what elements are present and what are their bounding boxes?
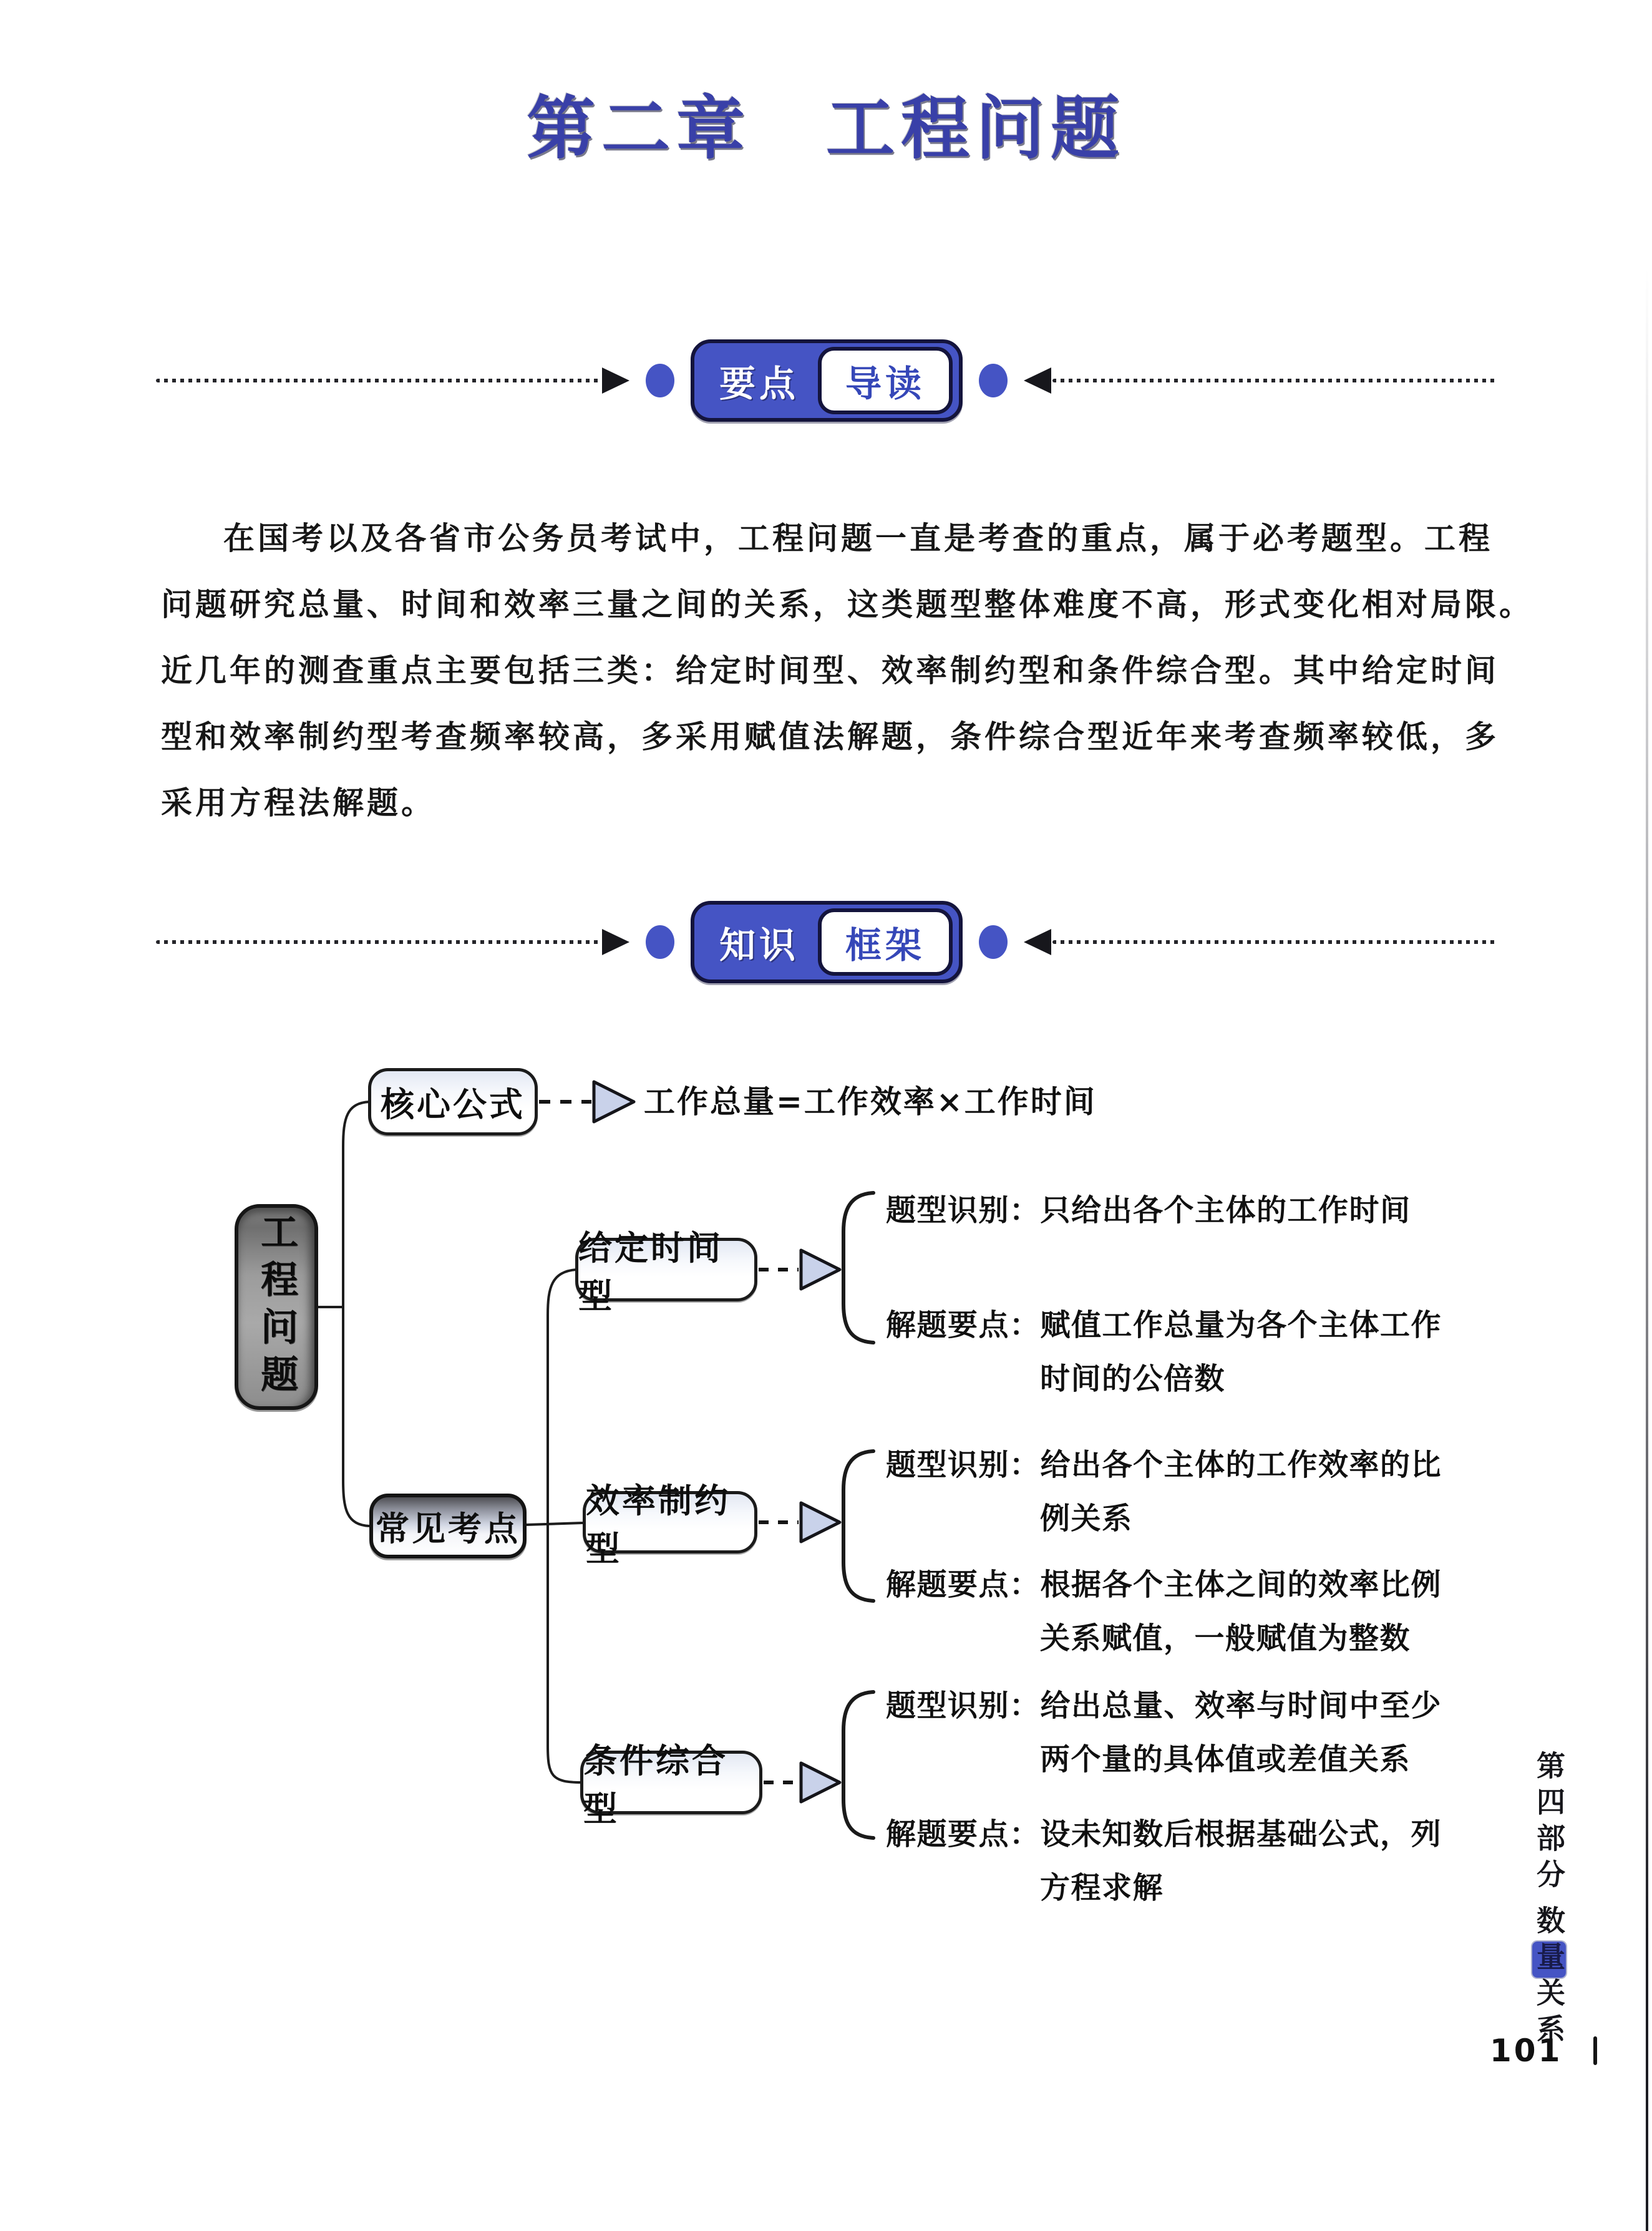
intro-line: 问题研究总量、时间和效率三量之间的关系，这类题型整体难度不高，形式变化相对局限。 (161, 586, 1533, 623)
page-edge-line (1646, 268, 1648, 2231)
branch-text-line: 解题要点：设未知数后根据基础公式，列 (886, 1817, 1442, 1852)
branch-text-line: 题型识别：给出各个主体的工作效率的比 (886, 1447, 1442, 1482)
node-core-formula (368, 1068, 538, 1135)
node-branch-given-time (575, 1228, 757, 1316)
dotted-line-left (156, 379, 601, 382)
node-label: 给定时间型 (578, 1228, 723, 1316)
badge-right-label: 框架 (818, 908, 953, 976)
blue-dot-icon (979, 364, 1008, 397)
node-branch-efficiency (583, 1480, 757, 1568)
margin-part-label: 第四部分 (1532, 1751, 1566, 1895)
badge-left-label: 知识 (719, 924, 799, 966)
node-label: 效率制约型 (586, 1480, 731, 1568)
branch-text-line: 方程求解 (1040, 1870, 1164, 1905)
margin-section-label (1528, 1905, 1570, 2050)
branch-text-line: 解题要点：赋值工作总量为各个主体工作 (886, 1308, 1442, 1343)
intro-paragraph (161, 505, 1533, 836)
arrow-left-icon (1024, 367, 1051, 394)
intro-line: 型和效率制约型考查频率较高，多采用赋值法解题，条件综合型近年来考查频率较低，多 (161, 718, 1499, 755)
blue-dot-icon (646, 925, 674, 959)
core-formula-text: 工作总量=工作效率×工作时间 (644, 1083, 1097, 1120)
branch2-recognition (886, 1438, 1442, 1545)
dotted-line-left (156, 940, 601, 944)
branch-text-line: 关系赋值，一般赋值为整数 (1040, 1621, 1411, 1656)
arrow-right-icon (602, 367, 629, 394)
branch3-keypoint (886, 1807, 1442, 1915)
branch-text-line: 解题要点：根据各个主体之间的效率比例 (886, 1567, 1442, 1602)
node-common-points (369, 1494, 527, 1558)
badge-left-label: 要点 (719, 362, 799, 405)
node-label: 常见考点 (376, 1508, 520, 1548)
section-char: 数 (1532, 1905, 1566, 1942)
page-number: 101 (1490, 2033, 1563, 2069)
branch3-recognition (886, 1679, 1442, 1786)
node-label: 条件综合型 (583, 1741, 728, 1829)
branch-text-line: 题型识别：只给出各个主体的工作时间 (886, 1193, 1411, 1228)
root-label: 工程问题 (255, 1212, 298, 1402)
arrow-left-icon (1024, 929, 1051, 955)
divider-framework (156, 898, 1497, 986)
section-char: 关系 (1532, 1978, 1566, 2050)
branch-text-line: 例关系 (1040, 1501, 1133, 1536)
divider-keypoints (156, 337, 1497, 424)
intro-line: 采用方程法解题。 (161, 784, 435, 821)
intro-line: 在国考以及各省市公务员考试中，工程问题一直是考查的重点，属于必考题型。工程 (223, 520, 1493, 557)
badge-keypoints (691, 339, 963, 422)
arrow-right-icon (602, 929, 629, 955)
branch2-keypoint (886, 1558, 1442, 1665)
branch-text-line: 两个量的具体值或差值关系 (1040, 1742, 1411, 1777)
page-number-divider (1593, 2036, 1597, 2065)
badge-right-label: 导读 (818, 347, 953, 414)
blue-dot-icon (646, 364, 674, 397)
branch-text-line: 题型识别：给出总量、效率与时间中至少 (886, 1688, 1442, 1723)
badge-framework (691, 901, 963, 983)
section-char-highlighted: 量 (1532, 1942, 1566, 1978)
intro-line: 近几年的测查重点主要包括三类：给定时间型、效率制约型和条件综合型。其中给定时间 (161, 652, 1499, 689)
dotted-line-right (1052, 379, 1497, 382)
blue-dot-icon (979, 925, 1008, 959)
branch1-recognition (886, 1184, 1411, 1237)
node-label: 核心公式 (381, 1084, 525, 1124)
mindmap-root-node (235, 1204, 318, 1410)
dotted-line-right (1052, 940, 1497, 944)
branch1-keypoint (886, 1298, 1442, 1406)
branch-text-line: 时间的公倍数 (1040, 1361, 1226, 1396)
page-number-row (1490, 2033, 1597, 2069)
node-branch-comprehensive (580, 1741, 762, 1829)
chapter-title: 第二章 工程问题 (527, 88, 1125, 168)
